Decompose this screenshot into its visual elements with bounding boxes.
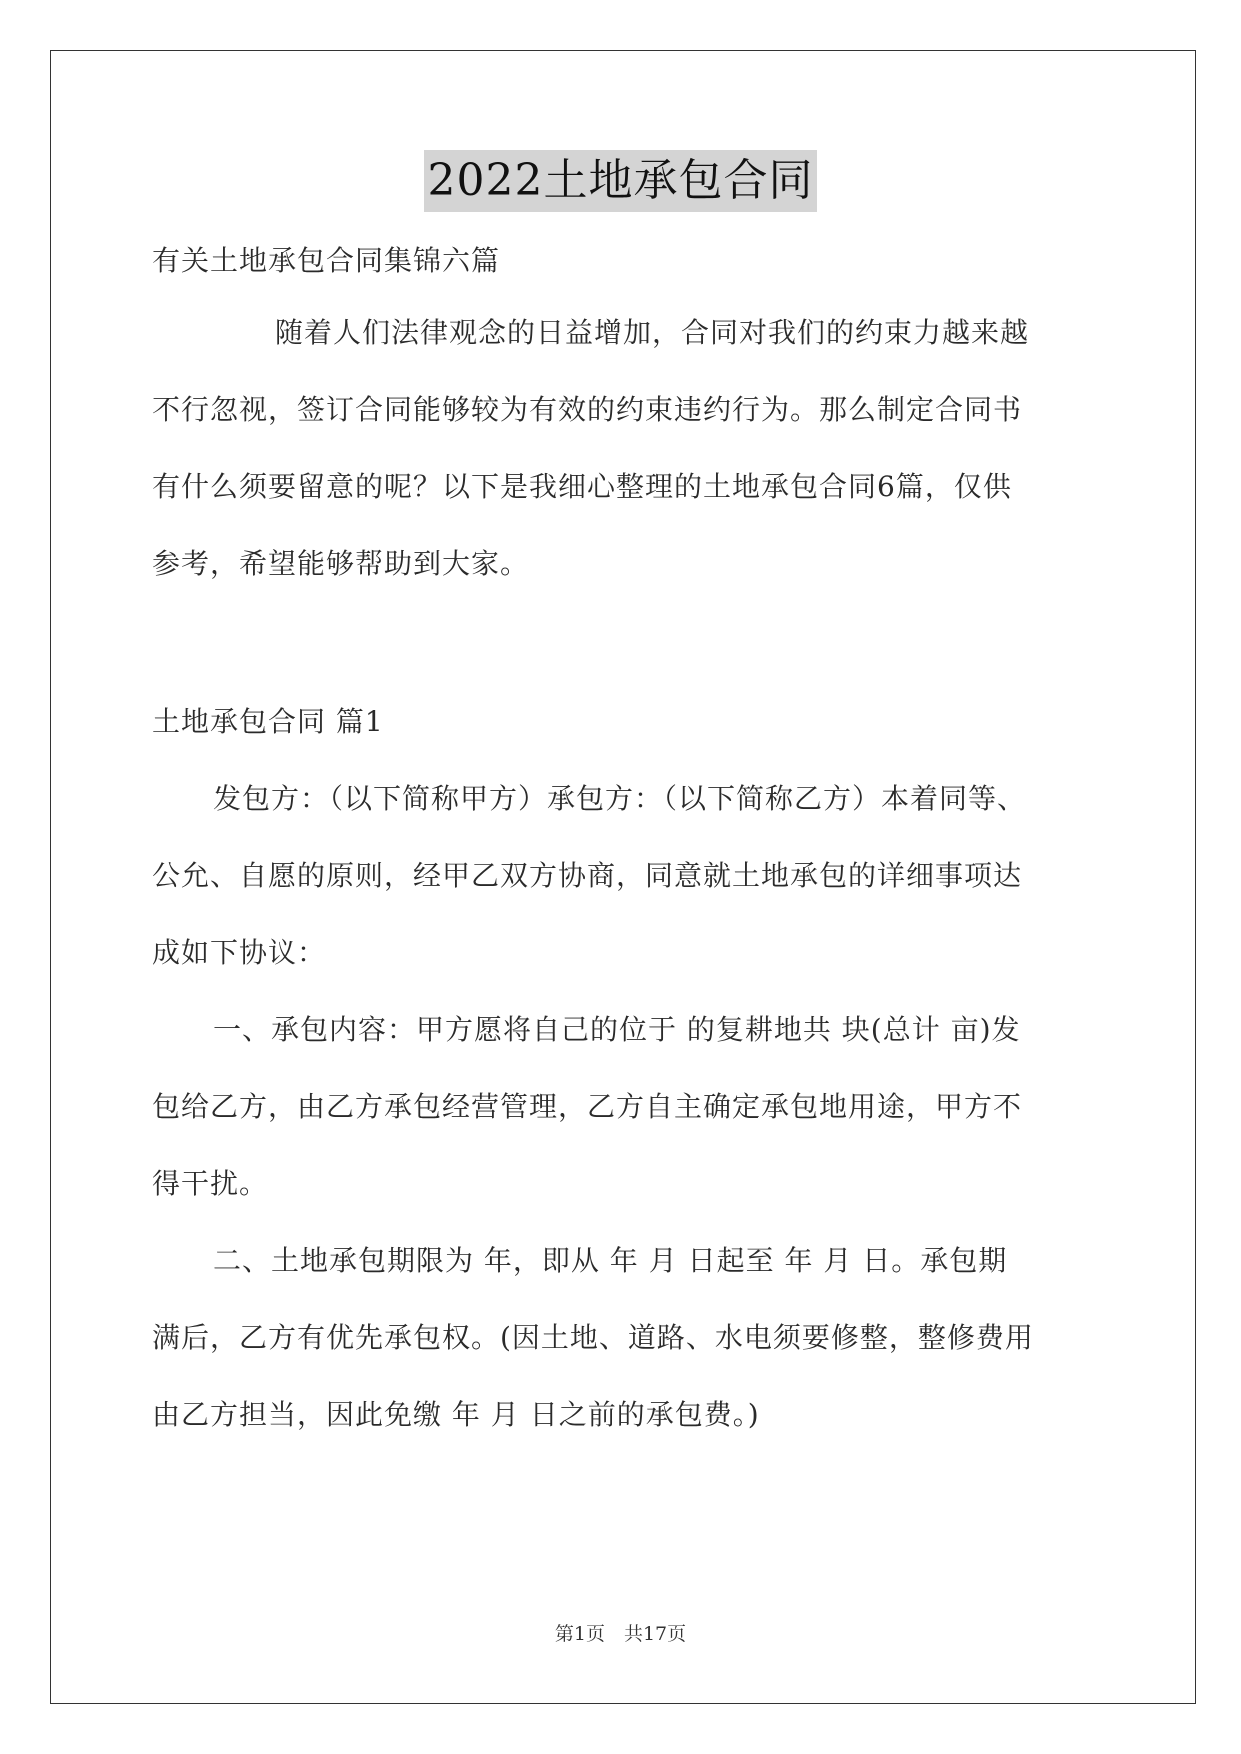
paragraph-line: 得干扰。 [152,1167,269,1200]
paragraph-line: 一、承包内容：甲方愿将自己的位于 的复耕地共 块(总计 亩)发 [213,1013,1021,1046]
intro-heading: 有关土地承包合同集锦六篇 [152,244,501,277]
page-number: 第1页 共17页 [554,1623,687,1645]
paragraph-line: 包给乙方，由乙方承包经营管理，乙方自主确定承包地用途，甲方不 [152,1090,1023,1123]
paragraph-line: 公允、自愿的原则，经甲乙双方协商，同意就土地承包的详细事项达 [152,859,1023,892]
paragraph-line: 二、土地承包期限为 年，即从 年 月 日起至 年 月 日。承包期 [213,1244,1008,1277]
title-container [0,150,1241,212]
paragraph-line: 满后，乙方有优先承包权。(因土地、道路、水电须要修整，整修费用 [152,1321,1034,1354]
paragraph-line: 成如下协议： [152,936,327,969]
section-heading: 土地承包合同 篇1 [152,705,384,738]
paragraph-line: 不行忽视，签订合同能够较为有效的约束违约行为。那么制定合同书 [152,393,1023,426]
paragraph-line: 由乙方担当，因此免缴 年 月 日之前的承包费。) [152,1398,760,1431]
paragraph-line: 随着人们法律观念的日益增加，合同对我们的约束力越来越 [275,316,1030,349]
document-title: 2022土地承包合同 [424,150,818,212]
paragraph-line: 发包方：（以下简称甲方）承包方：（以下简称乙方）本着同等、 [213,782,1027,815]
paragraph-line: 有什么须要留意的呢？以下是我细心整理的土地承包合同6篇，仅供 [152,470,1012,503]
paragraph-line: 参考，希望能够帮助到大家。 [152,547,530,580]
